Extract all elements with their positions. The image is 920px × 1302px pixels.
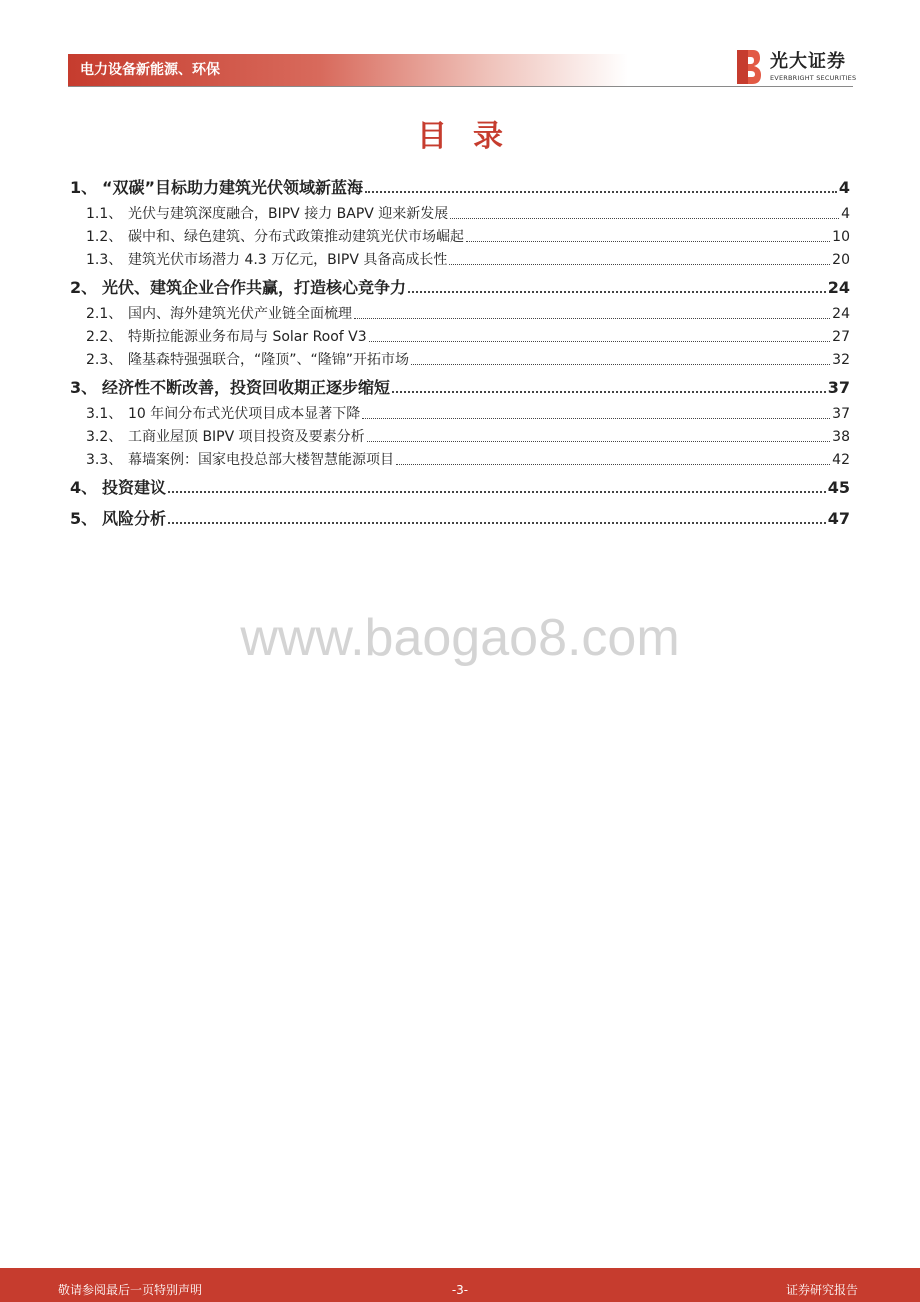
- toc-entry-number: 3.3、: [86, 452, 123, 468]
- table-of-contents: [70, 172, 850, 534]
- toc-entry-page: 37: [827, 378, 850, 397]
- toc-entry-title: 投资建议: [102, 478, 167, 497]
- toc-chapter-entry[interactable]: [70, 472, 850, 503]
- toc-entry-number: 3.1、: [86, 406, 123, 422]
- toc-entry-number: 3、: [70, 378, 98, 397]
- toc-entry-page: 38: [832, 429, 850, 445]
- toc-entry-number: 2.1、: [86, 306, 123, 322]
- toc-dot-leader: [168, 491, 826, 493]
- toc-dot-leader: [408, 291, 826, 293]
- toc-entry-title: 工商业屋顶 BIPV 项目投资及要素分析: [128, 429, 365, 445]
- toc-chapter-entry[interactable]: [70, 372, 850, 403]
- toc-section-entry[interactable]: [70, 403, 850, 426]
- toc-entry-title: 10 年间分布式光伏项目成本显著下降: [128, 406, 361, 422]
- toc-entry-page: 10: [832, 229, 850, 245]
- toc-entry-title: 经济性不断改善，投资回收期正逐步缩短: [102, 378, 391, 397]
- footer-report-type: 证券研究报告: [785, 1283, 858, 1297]
- toc-chapter-entry[interactable]: [70, 272, 850, 303]
- toc-section-entry[interactable]: [70, 326, 850, 349]
- toc-entry-number: 2.3、: [86, 352, 123, 368]
- toc-entry-number: 2.2、: [86, 329, 123, 345]
- toc-entry-title: 光伏、建筑企业合作共赢，打造核心竞争力: [102, 278, 407, 297]
- toc-dot-leader: [392, 391, 826, 393]
- toc-entry-page: 47: [827, 509, 850, 528]
- toc-entry-title: 特斯拉能源业务布局与 Solar Roof V3: [128, 329, 367, 345]
- toc-dot-leader: [450, 218, 839, 219]
- toc-section-entry[interactable]: [70, 449, 850, 472]
- toc-dot-leader: [369, 341, 831, 342]
- toc-dot-leader: [362, 418, 830, 419]
- toc-entry-number: 3.2、: [86, 429, 123, 445]
- toc-title: 目录: [417, 119, 529, 154]
- toc-entry-page: 27: [832, 329, 850, 345]
- toc-section-entry[interactable]: [70, 349, 850, 372]
- toc-entry-page: 37: [832, 406, 850, 422]
- toc-entry-page: 45: [827, 478, 850, 497]
- logo-chinese-name: 光大证券: [770, 51, 846, 72]
- toc-entry-number: 2、: [70, 278, 98, 297]
- toc-entry-page: 20: [832, 252, 850, 268]
- toc-dot-leader: [411, 364, 830, 365]
- toc-entry-title: 国内、海外建筑光伏产业链全面梳理: [128, 306, 352, 322]
- toc-entry-page: 42: [832, 452, 850, 468]
- toc-section-entry[interactable]: [70, 226, 850, 249]
- toc-entry-title: 风险分析: [102, 509, 167, 528]
- toc-entry-number: 1.2、: [86, 229, 123, 245]
- watermark: www.baogao8.com: [240, 609, 680, 667]
- toc-section-entry[interactable]: [70, 203, 850, 226]
- toc-entry-title: 碳中和、绿色建筑、分布式政策推动建筑光伏市场崛起: [128, 229, 464, 245]
- toc-section-entry[interactable]: [70, 426, 850, 449]
- toc-entry-title: 隆基森特强强联合，“隆顶”、“隆锦”开拓市场: [128, 352, 410, 368]
- toc-dot-leader: [466, 241, 830, 242]
- toc-entry-title: 幕墙案例：国家电投总部大楼智慧能源项目: [128, 452, 394, 468]
- toc-section-entry[interactable]: [70, 303, 850, 326]
- toc-dot-leader: [168, 522, 826, 524]
- toc-dot-leader: [396, 464, 830, 465]
- section-label: 电力设备新能源、环保: [80, 62, 220, 78]
- toc-entry-number: 5、: [70, 509, 98, 528]
- toc-entry-number: 1.1、: [86, 206, 123, 222]
- toc-chapter-entry[interactable]: [70, 172, 850, 203]
- toc-entry-page: 24: [832, 306, 850, 322]
- toc-dot-leader: [365, 191, 837, 193]
- toc-entry-page: 4: [838, 178, 850, 197]
- toc-entry-number: 1.3、: [86, 252, 123, 268]
- toc-entry-page: 4: [841, 206, 850, 222]
- toc-entry-page: 24: [827, 278, 850, 297]
- brand-logo: [737, 50, 855, 84]
- toc-dot-leader: [367, 441, 831, 442]
- toc-dot-leader: [449, 264, 830, 265]
- page-number: -3-: [451, 1283, 469, 1297]
- toc-entry-title: 光伏与建筑深度融合，BIPV 接力 BAPV 迎来新发展: [128, 206, 449, 222]
- footer-disclaimer: 敬请参阅最后一页特别声明: [58, 1283, 203, 1297]
- logo-english-name: EVERBRIGHT SECURITIES: [770, 74, 857, 82]
- toc-entry-title: 建筑光伏市场潜力 4.3 万亿元，BIPV 具备高成长性: [128, 252, 448, 268]
- toc-dot-leader: [354, 318, 830, 319]
- toc-entry-title: “双碳”目标助力建筑光伏领域新蓝海: [102, 178, 364, 197]
- toc-chapter-entry[interactable]: [70, 503, 850, 534]
- header-rule: [68, 86, 853, 87]
- toc-section-entry[interactable]: [70, 249, 850, 272]
- toc-entry-number: 4、: [70, 478, 98, 497]
- everbright-logo-icon: [737, 50, 761, 84]
- toc-entry-page: 32: [832, 352, 850, 368]
- toc-entry-number: 1、: [70, 178, 98, 197]
